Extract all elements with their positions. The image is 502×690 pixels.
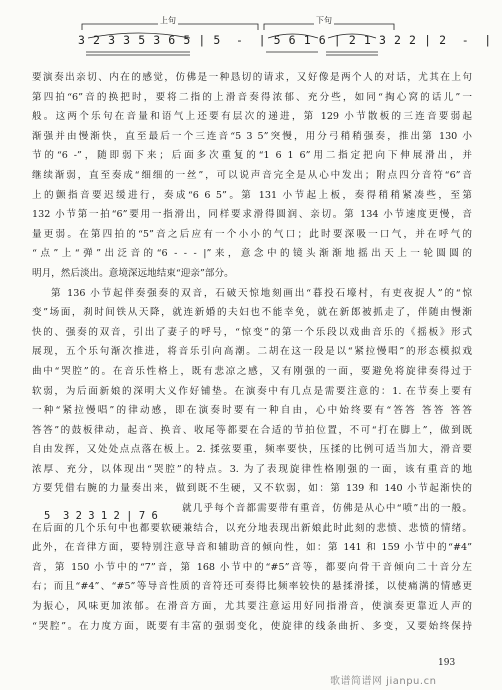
text-line: “点”上“弹”出泛音的“6 - - - |”来，意念中的镜头渐渐地摇出天上一轮圆圆的 bbox=[32, 248, 472, 260]
text-line: 右；而且“#4”、“#5”等导音性质的音符还可奏得比频率较快的悬揉滑揉，以使痛满的情感更 bbox=[32, 581, 472, 593]
text-line: 第四拍“6”音的换把时，要将二指的上滑音奏得浓郁、充分些，如同“掏心窝的话儿”一 bbox=[32, 91, 472, 103]
text-line: 132 小节第一拍“6”要用一指滑出，同样要求滑得圆润、亲切。第 134 小节速度更慢，音 bbox=[32, 209, 472, 221]
text-line: 快的、强奏的双音，引出了妻子的呼号，“惊变”的第一个乐段以戏曲音乐的《摇板》形式 bbox=[32, 326, 472, 338]
text-line: 音，第 150 小节中的“7”音，第 168 小节中的“#5”音等，都要向骨干音倾向二十音分左 bbox=[32, 561, 472, 573]
text-line: 一种“紧拉慢唱”的律动感，即在演奏时要有一种自由，心中始终要有“答答 答答 答答 bbox=[32, 405, 472, 417]
text-line: 上的颤指音要迟缓进行，奏成“6 6 5”。第 131 小节起上板，奏得稍稍紧凑些，至第 bbox=[32, 189, 472, 201]
music-score-snippet bbox=[78, 16, 492, 66]
text-line: 继续渐弱，直至奏成“细细的一丝”，可以说声音完全是从心中发出；附点四分音符“6”音 bbox=[32, 169, 472, 181]
text-line: “哭腔”。在力度方面，既要有丰富的强弱变化，使旋律的线条曲折、多变，又要始终保持 bbox=[32, 620, 472, 632]
text-line: 自由发挥，又处处点点落在板上。2. 揉弦要重，频率要快，压揉的比例可适当加大，滑音要 bbox=[32, 444, 472, 456]
text-line: 要演奏出亲切、内在的感觉，仿佛是一种恳切的请求，又好像是两个人的对话，尤其在上句 bbox=[32, 72, 472, 83]
text-line: 明月，然后淡出。意境深远地结束“迎亲”部分。 bbox=[32, 267, 234, 279]
text-line: 方要凭借右腕的力量奏出来，做到既不生硬，又不软弱，如：第 139 和 140 小节起渐快的 bbox=[32, 483, 472, 495]
text-line: 答答”的鼓板律动，起音、换音、收尾等都要在合适的节拍位置，不可“打在脚上”，做到既 bbox=[32, 424, 472, 436]
body-text bbox=[32, 68, 472, 636]
score-notes: 3 2 3 3 5 3 6 5 | 5 - | 5 6 1 6 | 2 1 3 2 2 | 2 - | bbox=[78, 33, 492, 47]
text-line: 在后面的几个乐句中也都要软硬兼结合，以充分地表现出新娘此时此刻的悲愤、悲愤的情绪。 bbox=[32, 522, 472, 534]
text-line: 为振心，风味更加浓郁。在滑音方面，尤其要注意运用好同指滑音，使演奏更靠近人声的 bbox=[32, 601, 472, 613]
text-line: 浓厚、充分，以体现出“哭腔”的特点。3. 为了表现旋律性格刚强的一面，该有重音的地 bbox=[32, 463, 472, 475]
paragraph-2 bbox=[32, 284, 472, 500]
site-watermark: 歌谱简谱网 jianpu.cn bbox=[330, 676, 437, 687]
inline-notation: 5 3 2 3 1 2 | 7 6 bbox=[44, 510, 158, 522]
text-line: 此外，在音律方面，要特别注意导音和辅助音的倾向性，如：第 141 和 159 小节中的“#4” bbox=[32, 542, 472, 554]
phrase2-label: 下句 bbox=[316, 16, 332, 25]
text-line: 量更弱。在第四拍的“5”音之后应有一个小小的气口；此时要深吸一口气，并在呼气的 bbox=[32, 228, 472, 240]
text-line: 曲中“哭腔”的。在音乐性格上，既有悲凉之感，又有刚强的一面，要避免将旋律奏得过于 bbox=[32, 365, 472, 377]
text-line: 渐强并由慢渐快，直至最后一个三连音“5 3 5”突慢，用分弓稍稍强奏，推出第 130 小 bbox=[32, 130, 472, 142]
page-number: 193 bbox=[438, 658, 456, 668]
text-line: 第 136 小节起伴奏强奏的双音，石破天惊地刻画出“暮投石壕村，有吏夜捉人”的“惊 bbox=[51, 287, 472, 299]
paragraph-1 bbox=[32, 68, 472, 284]
text-line: 软弱，为后面新娘的深明大义作好铺垫。在演奏中有几点是需要注意的：1. 在节奏上要有 bbox=[32, 385, 472, 397]
phrase1-label: 上句 bbox=[160, 16, 176, 25]
text-line: 展现，五个乐句渐次推进，将音乐引向高潮。二胡在这一段是以“紧拉慢唱”的形态模拟戏 bbox=[32, 346, 472, 358]
text-line: 就几乎每个音都需要带有重音，仿佛是从心中“喷”出的一般。 bbox=[182, 503, 472, 515]
text-line: 节的“6 -”，随即弱下来；后面多次重复的“1 6 1 6”用二指定把向下伸展滑出，并 bbox=[32, 150, 472, 162]
text-line: 般。这两个乐句在音量和语气上还要有层次的递进，第 129 小节散板的三连音要弱起 bbox=[32, 111, 472, 123]
text-line: 变”场面，刹时间铁从天降，就连新婚的夫妇也不能幸免，就在新郎被抓走了，伴随由慢渐 bbox=[32, 307, 472, 319]
